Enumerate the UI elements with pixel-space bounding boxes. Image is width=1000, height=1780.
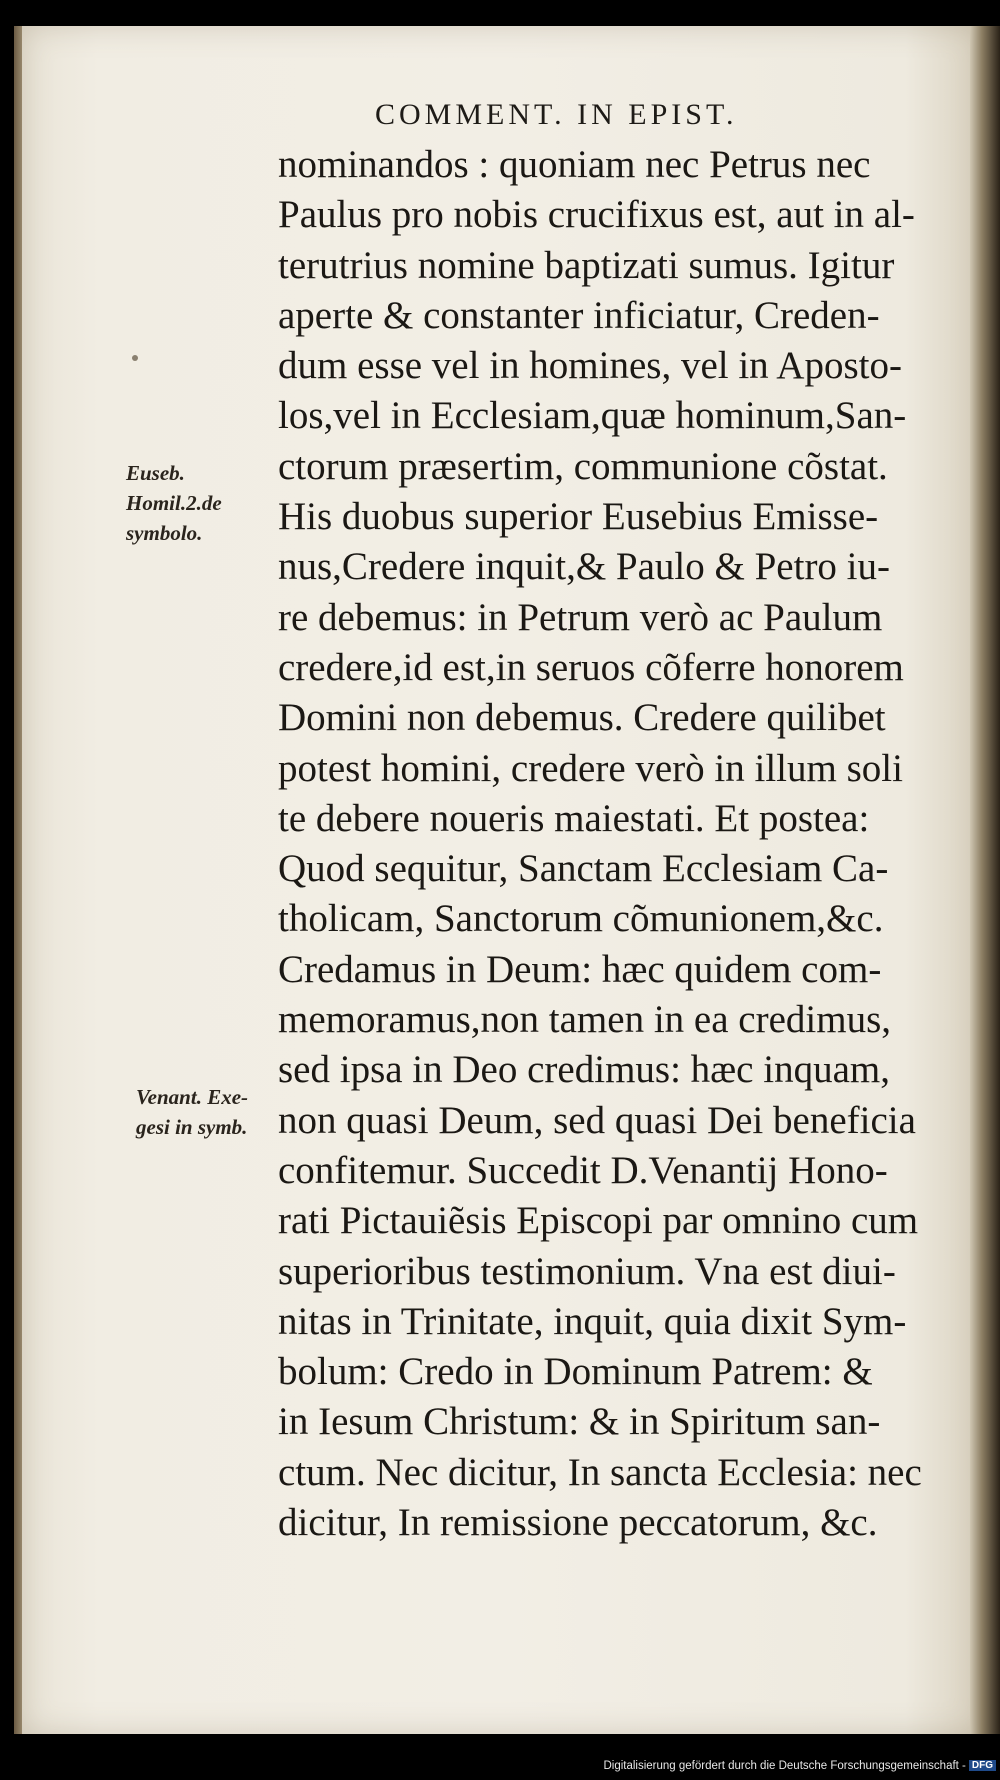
marginal-note-line: gesi in symb.: [136, 1115, 248, 1139]
text-line: memoramus,non tamen in ea credimus,: [278, 998, 891, 1042]
text-line: ctum. Nec dicitur, In sancta Ecclesia: nec: [278, 1450, 922, 1494]
running-head: COMMENT. IN EPIST.: [375, 98, 738, 131]
text-line: Domini non debemus. Credere quilibet: [278, 696, 886, 740]
text-line: re debemus: in Petrum verò ac Paulum: [278, 595, 883, 639]
text-line: credere,id est,in seruos cõferre honorem: [278, 645, 904, 689]
dfg-logo: DFG: [969, 1760, 996, 1771]
text-line: sed ipsa in Deo credimus: hæc inquam,: [278, 1048, 890, 1092]
text-line: nus,Credere inquit,& Paulo & Petro iu-: [278, 545, 891, 589]
text-line: non quasi Deum, sed quasi Dei beneficia: [278, 1098, 916, 1142]
text-line: bolum: Credo in Dominum Patrem: &: [278, 1350, 873, 1394]
text-line: His duobus superior Eusebius Emisse-: [278, 495, 879, 539]
text-line: superioribus testimonium. Vna est diui-: [278, 1249, 896, 1293]
marginal-note-venantius: [136, 1082, 248, 1142]
text-line: confitemur. Succedit D.Venantij Hono-: [278, 1148, 888, 1192]
text-line: ctorum præsertim, communione cõstat.: [278, 444, 888, 488]
marginal-note-line: symbolo.: [126, 521, 203, 545]
marginal-note-line: Venant. Exe-: [136, 1085, 249, 1109]
text-line: terutrius nomine baptizati sumus. Igitur: [278, 243, 895, 287]
text-line: Paulus pro nobis crucifixus est, aut in al-: [278, 193, 915, 237]
credit-text: Digitalisierung gefördert durch die Deutsche Forschungsgemeinschaft -: [603, 1760, 966, 1772]
digitization-credit: [600, 1760, 996, 1778]
marginal-note-eusebius: [126, 458, 222, 548]
page-edge-right: [970, 26, 1000, 1734]
text-line: nitas in Trinitate, inquit, quia dixit Sym-: [278, 1299, 907, 1343]
ink-speck: [132, 355, 138, 361]
text-line: Quod sequitur, Sanctam Ecclesiam Ca-: [278, 847, 889, 891]
text-line: in Iesum Christum: & in Spiritum san-: [278, 1400, 881, 1444]
marginal-note-line: Euseb.: [126, 461, 185, 485]
text-line: tholicam, Sanctorum cõmunionem,&c.: [278, 897, 884, 941]
text-line: dum esse vel in homines, vel in Aposto-: [278, 344, 902, 388]
text-line: rati Pictauiẽsis Episcopi par omnino cum: [278, 1199, 919, 1243]
text-line: aperte & constanter inficiatur, Creden-: [278, 293, 880, 337]
marginal-note-line: Homil.2.de: [126, 491, 222, 515]
text-line: los,vel in Ecclesiam,quæ hominum,San-: [278, 394, 907, 438]
text-line: Credamus in Deum: hæc quidem com-: [278, 947, 882, 991]
text-line: potest homini, credere verò in illum soli: [278, 746, 903, 790]
text-line: dicitur, In remissione peccatorum, &c.: [278, 1501, 878, 1545]
text-line: te debere noueris maiestati. Et postea:: [278, 796, 870, 840]
main-text-block: [278, 140, 968, 1548]
text-line: nominandos : quoniam nec Petrus nec: [278, 143, 871, 186]
